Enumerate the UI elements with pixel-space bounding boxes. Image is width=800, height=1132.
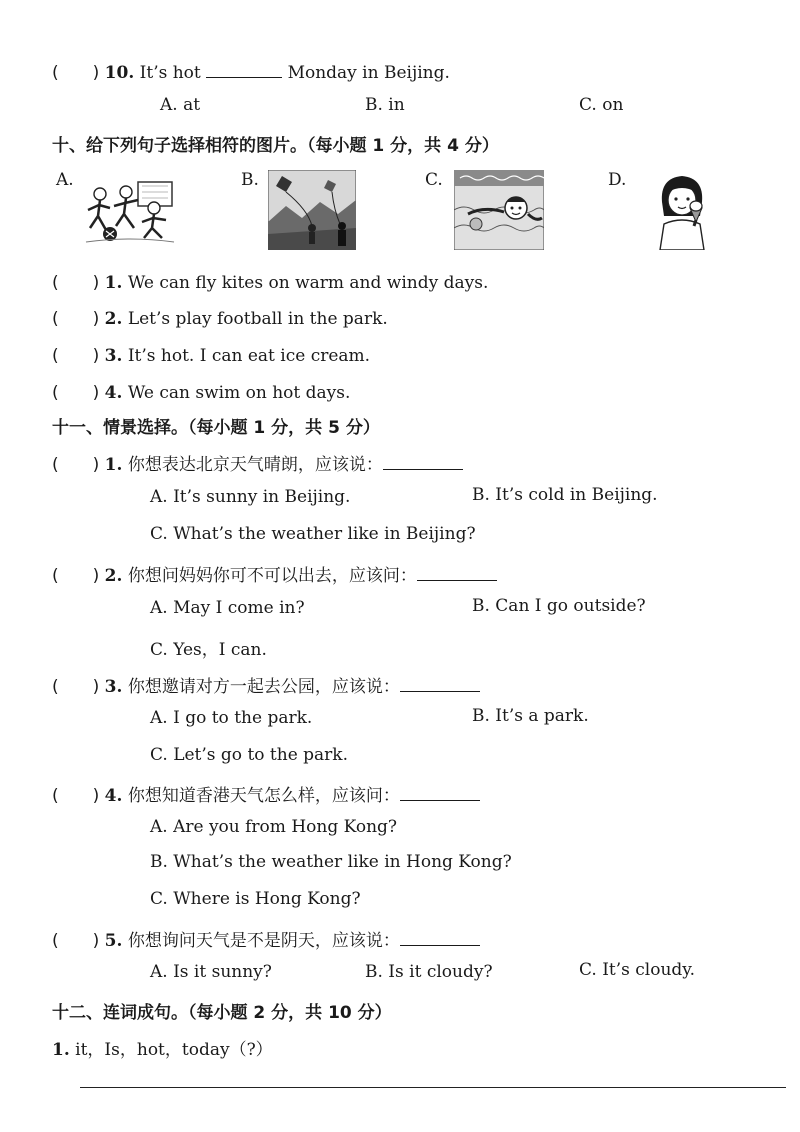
section-11-heading: 十一、情景选择。（每小题 1 分，共 5 分） [52, 418, 380, 438]
question-number: 10. [104, 63, 135, 83]
q4-option-b: B. What’s the weather like in Hong Kong? [150, 852, 512, 872]
swimming-picture [454, 170, 544, 250]
q10-line [52, 58, 450, 83]
section-10-item-2 [52, 304, 388, 329]
item-text: it，Is，hot，today（?） [75, 1040, 273, 1060]
section-10-item-4 [52, 378, 350, 403]
item-text: We can swim on hot days. [127, 383, 351, 403]
scenario-question-4 [52, 781, 480, 806]
question-prompt: 你想邀请对方一起去公园，应该说： [127, 677, 400, 697]
picture-label-c: C. [425, 170, 443, 190]
fill-blank[interactable] [417, 564, 497, 581]
q2-option-c: C. Yes，I can. [150, 640, 267, 660]
q10-option-c: C. on [579, 95, 624, 115]
kite-picture [268, 170, 356, 250]
question-prompt: 你想知道香港天气怎么样，应该问： [127, 786, 400, 806]
q10-option-a: A. at [160, 95, 201, 115]
q3-option-c: C. Let’s go to the park. [150, 745, 349, 765]
answer-paren[interactable]: ( ) [52, 309, 100, 329]
question-prompt: 你想询问天气是不是阴天，应该说： [127, 931, 400, 951]
q3-option-b: B. It’s a park. [472, 706, 589, 726]
fill-blank[interactable] [206, 61, 282, 78]
scenario-question-3 [52, 672, 480, 697]
item-number: 4. [104, 383, 123, 403]
q2-option-a: A. May I come in? [150, 598, 305, 618]
scenario-question-5 [52, 926, 480, 951]
answer-paren[interactable]: ( ) [52, 566, 100, 586]
item-text: Let’s play football in the park. [127, 309, 388, 329]
answer-paren[interactable]: ( ) [52, 273, 100, 293]
fill-blank[interactable] [400, 675, 480, 692]
section-10-item-3 [52, 341, 370, 366]
q2-option-b: B. Can I go outside? [472, 596, 646, 616]
fill-blank[interactable] [383, 453, 463, 470]
answer-line[interactable] [80, 1087, 786, 1088]
item-text: We can fly kites on warm and windy days. [127, 273, 489, 293]
answer-paren[interactable]: ( ) [52, 677, 100, 697]
picture-label-a: A. [56, 170, 74, 190]
q3-option-a: A. I go to the park. [150, 708, 313, 728]
item-number: 1. [52, 1040, 70, 1060]
section-12-item-1 [52, 1035, 273, 1060]
answer-paren[interactable]: ( ) [52, 383, 100, 403]
question-number: 3. [104, 677, 123, 697]
picture-label-d: D. [608, 170, 627, 190]
answer-paren[interactable]: ( ) [52, 931, 100, 951]
q5-option-b: B. Is it cloudy? [365, 962, 493, 982]
fill-blank[interactable] [400, 784, 480, 801]
q5-option-a: A. Is it sunny? [150, 962, 272, 982]
q5-option-c: C. It’s cloudy. [579, 960, 696, 980]
football-picture [84, 178, 176, 244]
answer-paren[interactable]: ( ) [52, 63, 100, 83]
item-text: It’s hot. I can eat ice cream. [127, 346, 371, 366]
section-12-heading: 十二、连词成句。（每小题 2 分，共 10 分） [52, 1003, 392, 1023]
q1-option-a: A. It’s sunny in Beijing. [150, 487, 351, 507]
answer-paren[interactable]: ( ) [52, 346, 100, 366]
question-number: 2. [104, 566, 123, 586]
q1-option-b: B. It’s cold in Beijing. [472, 485, 658, 505]
item-number: 1. [104, 273, 123, 293]
question-text-before: It’s hot [139, 63, 201, 83]
scenario-question-2 [52, 561, 497, 586]
question-prompt: 你想表达北京天气晴朗，应该说： [127, 455, 383, 475]
q4-option-a: A. Are you from Hong Kong? [150, 817, 398, 837]
scenario-question-1 [52, 450, 463, 475]
item-number: 2. [104, 309, 123, 329]
question-text-after: Monday in Beijing. [287, 63, 450, 83]
fill-blank[interactable] [400, 929, 480, 946]
section-10-heading: 十、给下列句子选择相符的图片。（每小题 1 分，共 4 分） [52, 136, 499, 156]
question-number: 5. [104, 931, 123, 951]
q4-option-c: C. Where is Hong Kong? [150, 889, 361, 909]
question-prompt: 你想问妈妈你可不可以出去，应该问： [127, 566, 417, 586]
item-number: 3. [104, 346, 123, 366]
answer-paren[interactable]: ( ) [52, 455, 100, 475]
q1-option-c: C. What’s the weather like in Beijing? [150, 524, 476, 544]
ice-cream-picture [654, 172, 712, 250]
answer-paren[interactable]: ( ) [52, 786, 100, 806]
section-10-item-1 [52, 268, 488, 293]
q10-option-b: B. in [365, 95, 405, 115]
question-number: 1. [104, 455, 123, 475]
question-number: 4. [104, 786, 123, 806]
picture-label-b: B. [241, 170, 259, 190]
